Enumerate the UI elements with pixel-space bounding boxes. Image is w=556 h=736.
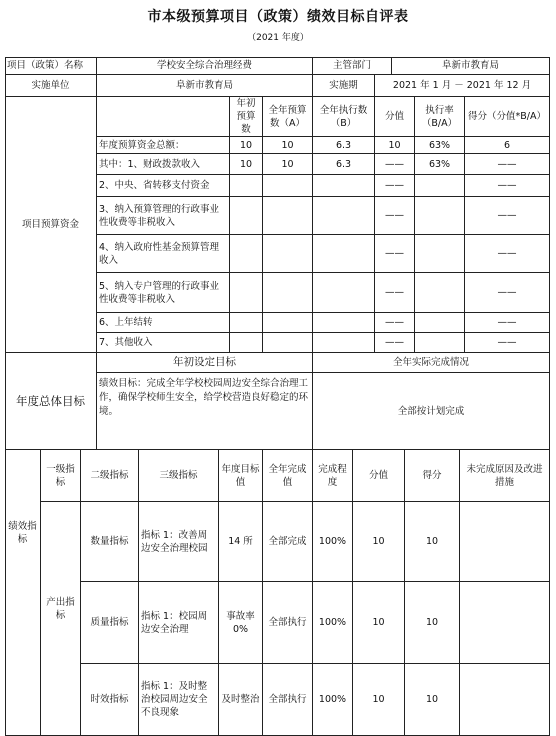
perf-row-score-value: 10 <box>353 582 405 664</box>
budget-cell: 63% <box>415 137 465 154</box>
budget-cell: —— <box>375 273 415 313</box>
document-title: 市本级预算项目（政策）绩效目标自评表 <box>147 9 409 25</box>
perf-row-score-value: 10 <box>353 664 405 736</box>
document-year: （2021 年度） <box>247 33 309 43</box>
budget-cell <box>415 273 465 313</box>
goals-actual-header: 全年实际完成情况 <box>313 353 550 373</box>
perf-row-reason <box>460 582 550 664</box>
budget-header-blank <box>97 97 230 137</box>
budget-cell: —— <box>465 273 550 313</box>
perf-row-degree: 100% <box>313 502 353 582</box>
perf-row-reason <box>460 664 550 736</box>
perf-row-l3: 指标 1：及时整治校园周边安全不良现象 <box>139 664 219 736</box>
budget-cell <box>415 197 465 235</box>
perf-row-actual: 全部执行 <box>263 664 313 736</box>
budget-cell: —— <box>375 197 415 235</box>
perf-row-degree: 100% <box>313 582 353 664</box>
budget-row-label: 4、纳入政府性基金预算管理收入 <box>97 235 230 273</box>
budget-cell: —— <box>375 175 415 197</box>
budget-cell <box>263 235 313 273</box>
budget-cell: —— <box>465 175 550 197</box>
budget-row-label: 2、中央、省转移支付资金 <box>97 175 230 197</box>
budget-row-label: 其中：1、财政拨款收入 <box>97 154 230 175</box>
budget-cell <box>415 313 465 333</box>
perf-row-reason <box>460 502 550 582</box>
goals-set-header: 年初设定目标 <box>97 353 313 373</box>
budget-cell: 63% <box>415 154 465 175</box>
budget-cell: 10 <box>375 137 415 154</box>
budget-header-initial: 年初预算数 <box>230 97 263 137</box>
budget-cell <box>263 273 313 313</box>
dept-label: 主管部门 <box>313 57 392 75</box>
period-value: 2021 年 1 月 － 2021 年 12 月 <box>375 75 550 97</box>
budget-row-label: 3、纳入预算管理的行政事业性收费等非税收入 <box>97 197 230 235</box>
perf-header-degree: 完成程度 <box>313 450 353 502</box>
dept-value: 阜新市教育局 <box>392 57 550 75</box>
budget-cell <box>313 273 375 313</box>
perf-header-target: 年度目标值 <box>219 450 263 502</box>
budget-cell <box>313 333 375 353</box>
perf-row-actual: 全部完成 <box>263 502 313 582</box>
perf-header-l1: 一级指标 <box>41 450 81 502</box>
perf-row-l2: 时效指标 <box>81 664 139 736</box>
budget-cell <box>313 313 375 333</box>
perf-header-actual: 全年完成值 <box>263 450 313 502</box>
budget-header-score-value: 分值 <box>375 97 415 137</box>
budget-row-label: 年度预算资金总额： <box>97 137 230 154</box>
budget-cell <box>230 197 263 235</box>
perf-row-l2: 数量指标 <box>81 502 139 582</box>
budget-cell <box>263 197 313 235</box>
perf-row-target: 14 所 <box>219 502 263 582</box>
budget-cell: —— <box>465 313 550 333</box>
perf-section-label: 绩效指标 <box>5 450 41 736</box>
budget-cell: 6 <box>465 137 550 154</box>
unit-label: 实施单位 <box>5 75 97 97</box>
budget-cell: 6.3 <box>313 154 375 175</box>
period-label: 实施期 <box>313 75 375 97</box>
budget-cell <box>263 313 313 333</box>
perf-row-l3: 指标 1：改善周边安全治理校园 <box>139 502 219 582</box>
budget-cell: 10 <box>230 154 263 175</box>
budget-cell: —— <box>465 235 550 273</box>
perf-header-score: 得分 <box>405 450 460 502</box>
budget-cell: 6.3 <box>313 137 375 154</box>
perf-header-score-value: 分值 <box>353 450 405 502</box>
project-name-label: 项目（政策）名称 <box>5 57 97 75</box>
budget-section-label: 项目预算资金 <box>5 97 97 353</box>
budget-cell <box>313 235 375 273</box>
perf-level1-output: 产出指标 <box>41 502 81 736</box>
budget-header-rate: 执行率（B/A） <box>415 97 465 137</box>
budget-cell: 10 <box>263 154 313 175</box>
perf-row-score: 10 <box>405 502 460 582</box>
budget-cell <box>313 175 375 197</box>
budget-cell <box>263 175 313 197</box>
budget-cell: —— <box>375 235 415 273</box>
budget-header-score: 得分（分值*B/A） <box>465 97 550 137</box>
perf-row-actual: 全部执行 <box>263 582 313 664</box>
goals-section-label: 年度总体目标 <box>5 353 97 450</box>
budget-cell <box>263 333 313 353</box>
budget-cell: 10 <box>263 137 313 154</box>
perf-row-target: 事故率 0% <box>219 582 263 664</box>
budget-row-label: 7、其他收入 <box>97 333 230 353</box>
budget-row-label: 5、纳入专户管理的行政事业性收费等非税收入 <box>97 273 230 313</box>
budget-cell: —— <box>375 313 415 333</box>
unit-value: 阜新市教育局 <box>97 75 313 97</box>
budget-header-annual: 全年预算数（A） <box>263 97 313 137</box>
budget-cell: —— <box>375 154 415 175</box>
budget-cell: 10 <box>230 137 263 154</box>
budget-cell <box>313 197 375 235</box>
budget-cell: —— <box>375 333 415 353</box>
budget-cell <box>415 333 465 353</box>
perf-header-l3: 三级指标 <box>139 450 219 502</box>
budget-cell <box>230 273 263 313</box>
budget-cell <box>415 175 465 197</box>
budget-cell <box>230 333 263 353</box>
perf-row-degree: 100% <box>313 664 353 736</box>
perf-row-target: 及时整治 <box>219 664 263 736</box>
budget-header-executed: 全年执行数（B） <box>313 97 375 137</box>
perf-row-l3: 指标 1：校园周边安全治理 <box>139 582 219 664</box>
budget-row-label: 6、上年结转 <box>97 313 230 333</box>
perf-header-reason: 未完成原因及改进措施 <box>460 450 550 502</box>
budget-cell <box>230 313 263 333</box>
goals-actual-text: 全部按计划完成 <box>313 373 550 450</box>
budget-cell: —— <box>465 333 550 353</box>
perf-row-l2: 质量指标 <box>81 582 139 664</box>
budget-cell <box>230 175 263 197</box>
perf-row-score: 10 <box>405 664 460 736</box>
perf-row-score: 10 <box>405 582 460 664</box>
perf-header-l2: 二级指标 <box>81 450 139 502</box>
budget-cell <box>230 235 263 273</box>
budget-cell: —— <box>465 154 550 175</box>
budget-cell <box>415 235 465 273</box>
goals-set-text: 绩效目标：完成全年学校校园周边安全综合治理工作，确保学校师生安全，给学校营造良好稳定的环境。 <box>97 373 313 450</box>
project-name-value: 学校安全综合治理经费 <box>97 57 313 75</box>
budget-cell: —— <box>465 197 550 235</box>
perf-row-score-value: 10 <box>353 502 405 582</box>
